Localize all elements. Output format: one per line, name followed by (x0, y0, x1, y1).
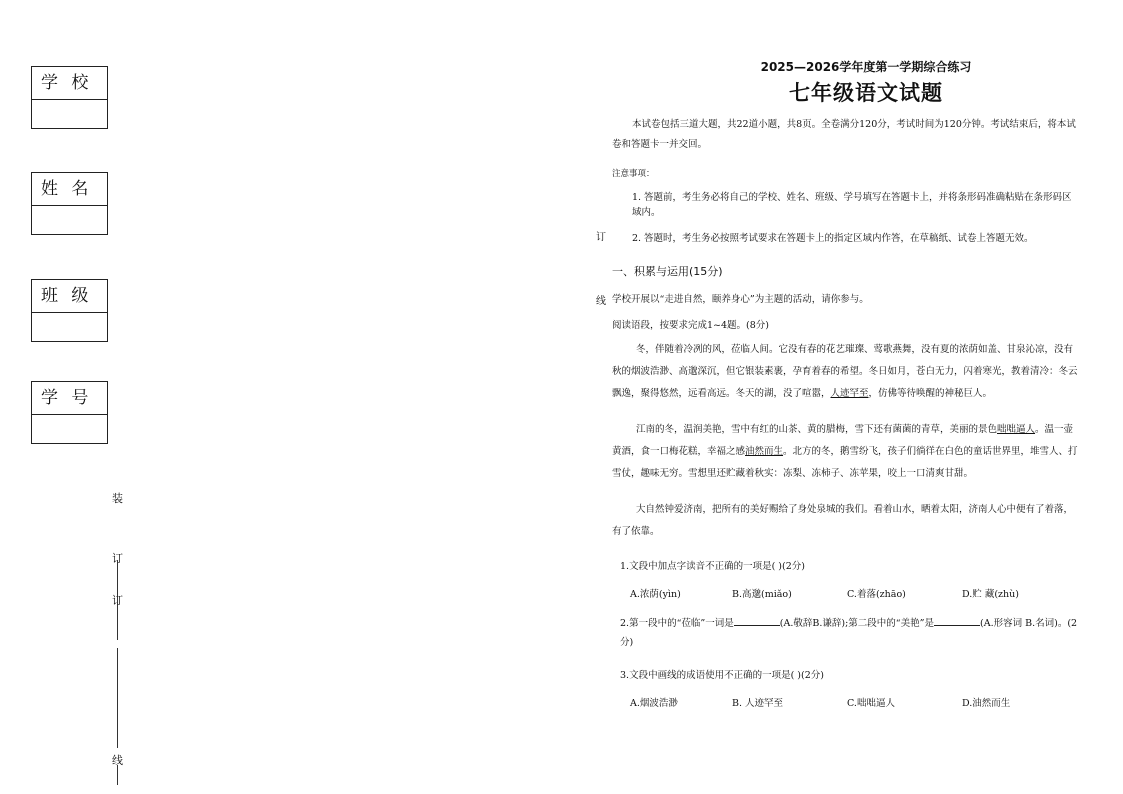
question-3: 3.文段中画线的成语使用不正确的一项是( )(2分) (620, 670, 824, 681)
binding-char-zhuang: 装 (112, 492, 123, 505)
exam-content (612, 58, 1080, 709)
notice-text: 答题前，考生务必将自己的学校、姓名、班级、学号填写在答题卡上，并将条形码准确粘贴在条形码区域内。 (632, 192, 1072, 218)
underlined-idiom: 油然而生 (745, 446, 784, 457)
name-field[interactable] (32, 206, 107, 235)
answer-blank[interactable] (734, 615, 780, 626)
passage-text: 冬，伴随着冷冽的风，莅临人间。它没有春的花艺璀璨、莺歌燕舞，没有夏的浓荫如盖、甘泉沁凉，没有秋的烟波浩渺、高邈深沉，但它银装素裹，孕育着春的希望。冬日如月，苍白无力，闪着寒光，教着清冷：冬云飘逸，聚得悠然，远看高远。冬天的湖，没了喧嚣， (612, 344, 1078, 399)
question-2 (612, 614, 1080, 652)
passage-paragraph-3: 大自然钟爱济南，把所有的美好赐给了身处泉城的我们。看着山水，晒着太阳，济南人心中便有了着落，有了依靠。 (612, 504, 1074, 537)
option-a[interactable]: A.浓荫(yìn) (630, 589, 681, 600)
underlined-idiom: 人迹罕至 (830, 388, 869, 399)
passage-paragraph-2 (612, 419, 1080, 485)
notice-item (632, 231, 1080, 246)
passage-text: ，仿佛等待唤醒的神秘巨人。 (868, 388, 993, 399)
passage-text: 。温一壶黄酒，食一口梅花糕，幸福之感 (612, 424, 1074, 457)
question-1-options (612, 586, 1080, 600)
name-label: 姓 名 (32, 173, 107, 206)
option-d[interactable]: D.油然而生 (962, 698, 1011, 709)
class-label: 班 级 (32, 280, 107, 313)
student-id-label: 学 号 (32, 382, 107, 415)
school-label: 学 校 (32, 67, 107, 100)
option-a[interactable]: A.烟波浩渺 (630, 698, 678, 709)
school-box (31, 66, 108, 129)
reading-instruction: 阅读语段，按要求完成1~4题。(8分) (612, 320, 770, 331)
exam-subtitle: 2025—2026学年度第一学期综合练习 (760, 60, 972, 74)
binding-char-ding: 订 (112, 552, 123, 565)
student-id-field[interactable] (32, 415, 107, 444)
option-c[interactable]: C.咄咄逼人 (847, 698, 895, 709)
class-box (31, 279, 108, 342)
school-field[interactable] (32, 100, 107, 129)
option-d[interactable]: D.贮 藏(zhù) (962, 589, 1019, 600)
passage-paragraph-1 (612, 339, 1080, 405)
question-3-options (612, 695, 1080, 709)
name-box (31, 172, 108, 235)
notice-number: 1. (632, 192, 642, 203)
question-text: (A.敬辞B.谦辞);第二段中的“美艳”是 (779, 618, 934, 629)
option-b[interactable]: B.高邈(miǎo) (732, 589, 792, 600)
gutter-char-ding: 订 (596, 232, 606, 243)
question-text: (A.形容词 B.名词)。(2分) (620, 618, 1078, 648)
activity-text: 学校开展以“走进自然，颐养身心”为主题的活动，请你参与。 (612, 294, 869, 305)
notice-heading: 注意事项： (612, 169, 655, 179)
question-1: 1.文段中加点字读音不正确的一项是( )(2分) (620, 561, 805, 572)
underlined-idiom: 咄咄逼人 (997, 424, 1036, 435)
exam-title: 七年级语文试题 (789, 80, 943, 105)
binding-line-end (117, 765, 118, 785)
question-text: 2.第一段中的“莅临”一词是 (620, 618, 734, 629)
option-b[interactable]: B. 人迹罕至 (732, 698, 784, 709)
exam-intro: 本试卷包括三道大题，共22道小题，共8页。全卷满分120分，考试时间为120分钟。考试结束后，将本试卷和答题卡一并交回。 (612, 119, 1076, 150)
notice-number: 2. (632, 233, 642, 244)
notice-item (632, 190, 1080, 220)
answer-blank[interactable] (934, 615, 980, 626)
section-heading: 一、积累与运用(15分) (612, 265, 723, 278)
student-id-box (31, 381, 108, 444)
notice-text: 答题时，考生务必按照考试要求在答题卡上的指定区域内作答，在草稿纸、试卷上答题无效。 (644, 233, 1034, 244)
option-c[interactable]: C.着落(zhāo) (847, 589, 906, 600)
binding-line-lower (117, 648, 118, 748)
passage-text: 。北方的冬，鹅雪纷飞，孩子们徜徉在白色的童话世界里，堆雪人、打雪仗，趣味无穷。雪想里还贮藏着秋实：冻梨、冻柿子、冻苹果，咬上一口清爽甘甜。 (612, 446, 1078, 479)
binding-char-ding-2: 订 (112, 594, 123, 607)
passage-text: 江南的冬，温润美艳，雪中有红的山茶、黄的腊梅，雪下还有菌菌的青草，美丽的景色 (636, 424, 998, 435)
binding-char-xian: 线 (112, 754, 123, 767)
gutter-char-xian: 线 (596, 296, 606, 307)
class-field[interactable] (32, 313, 107, 342)
